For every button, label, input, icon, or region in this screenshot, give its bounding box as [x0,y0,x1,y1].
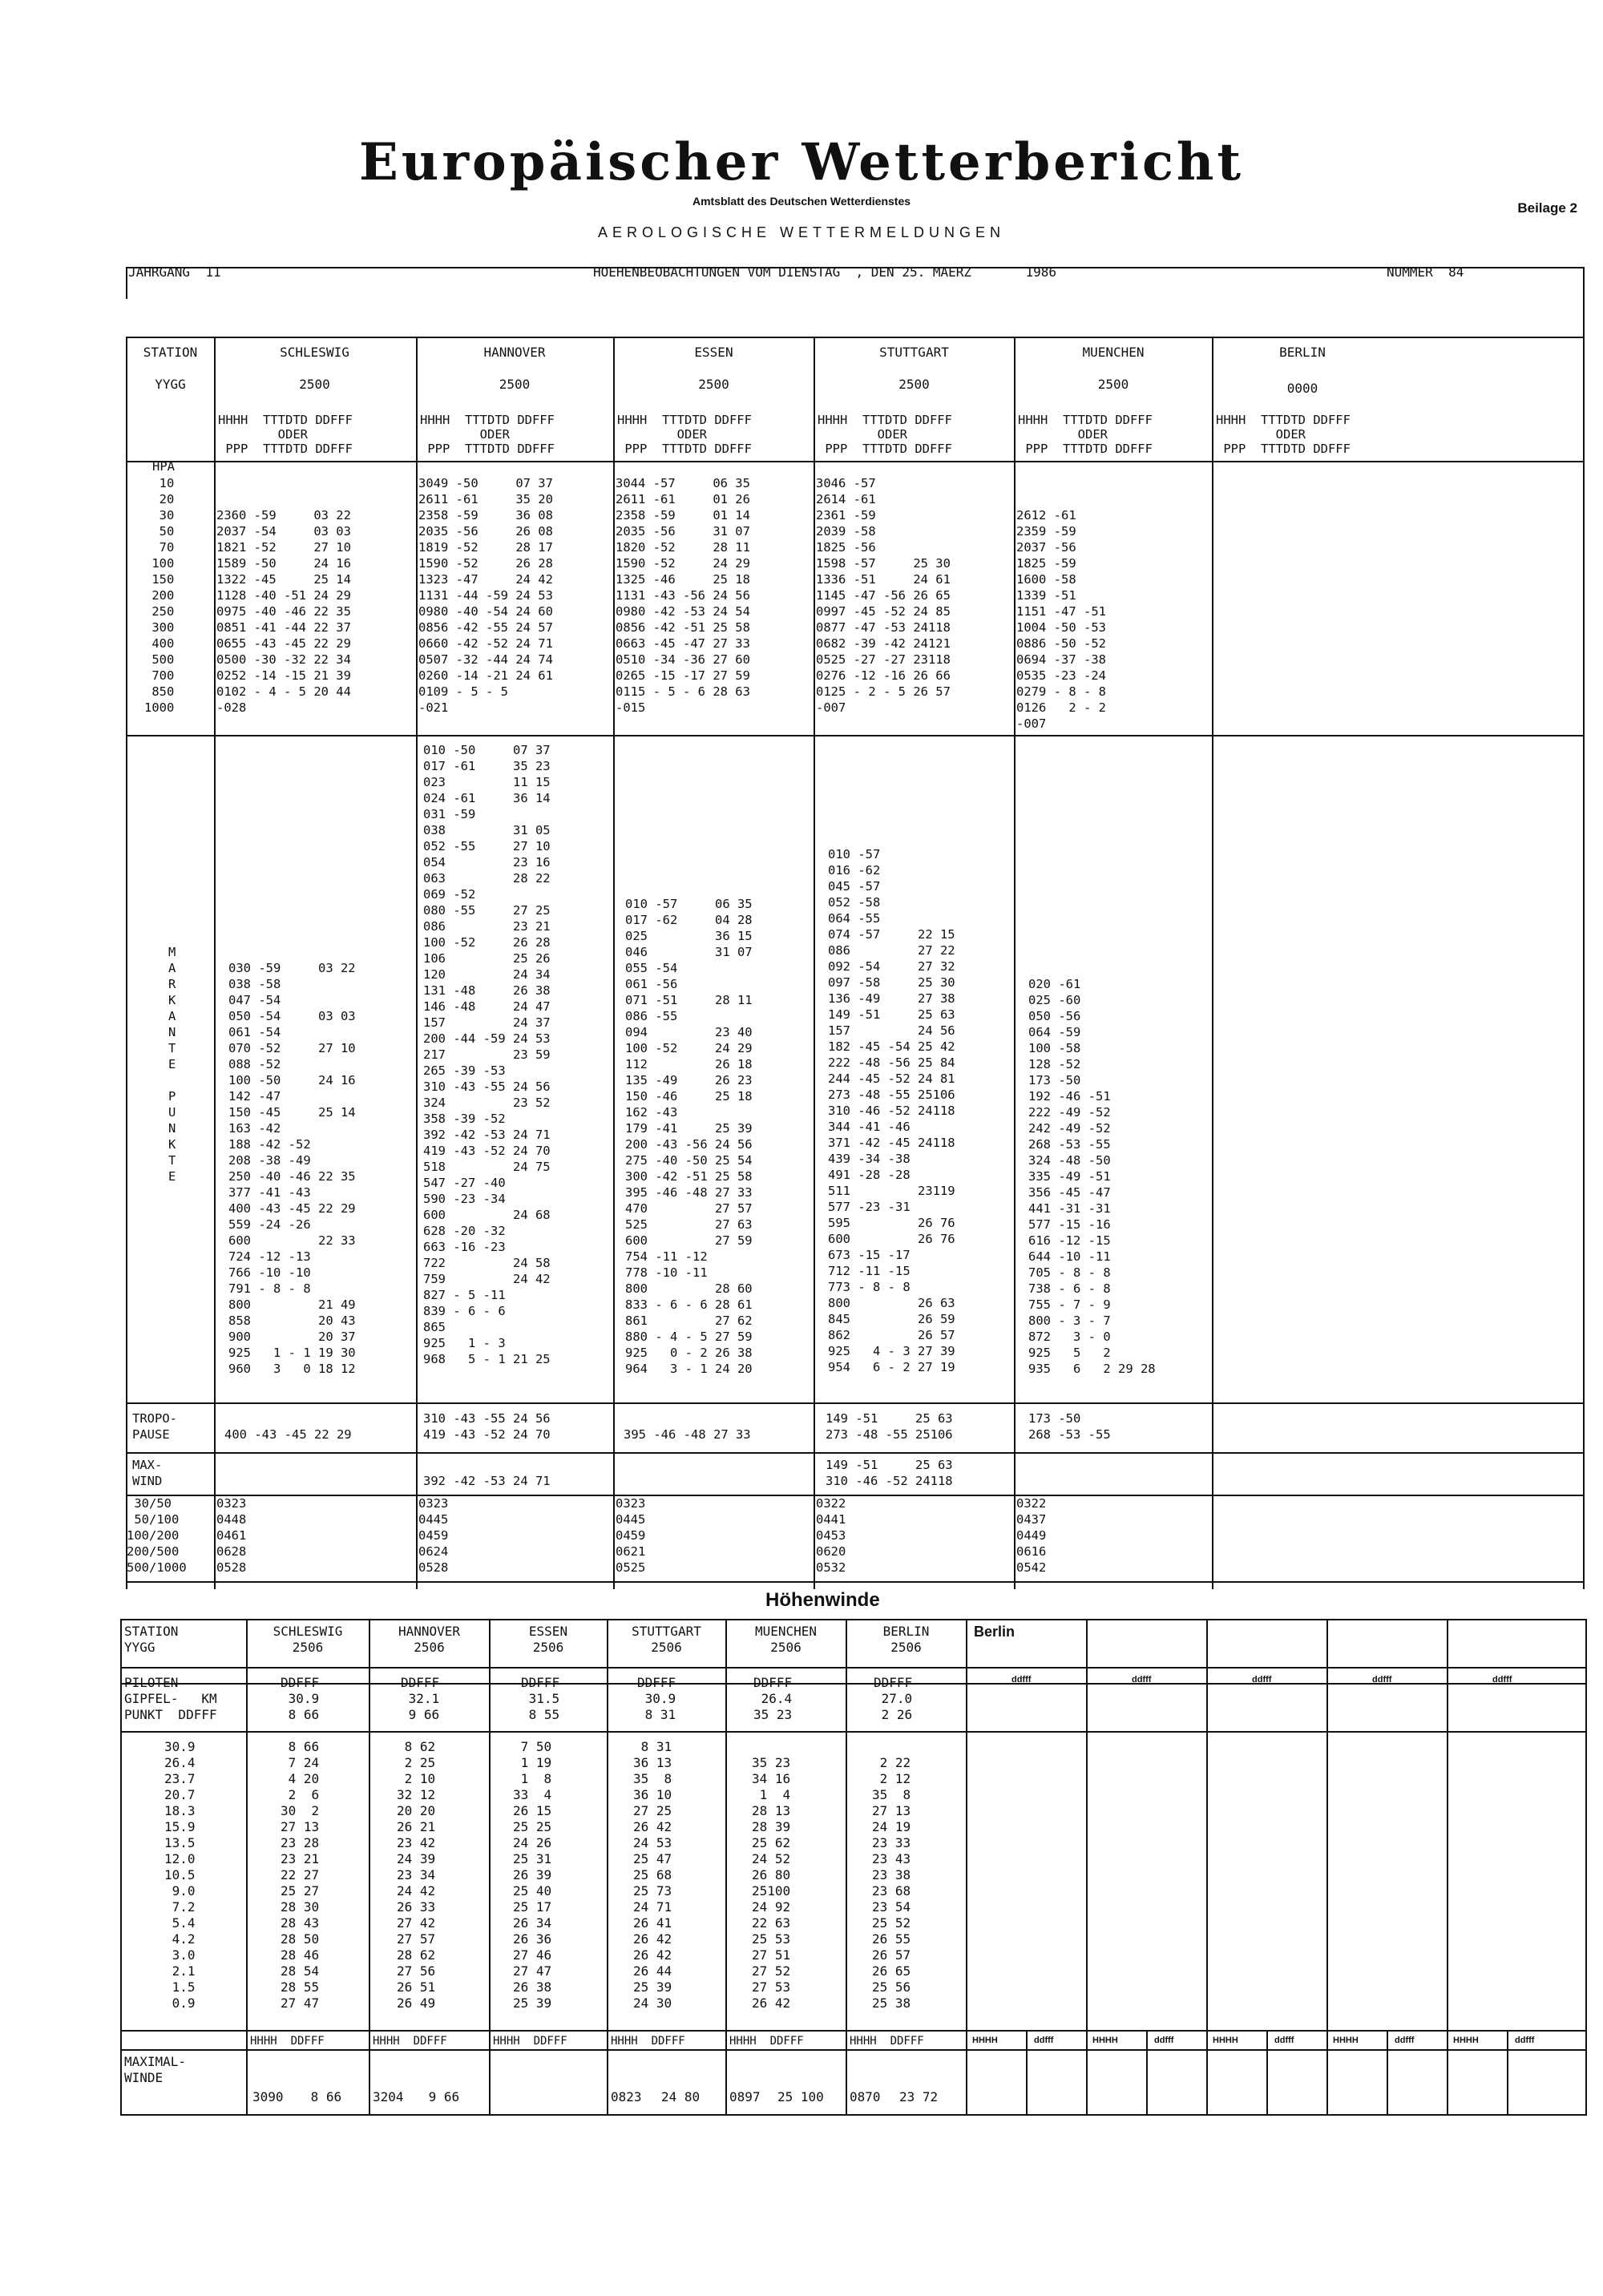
tropo-bottom-rule [126,1452,1585,1454]
column-heading: HHHH TTTDTD DDFFF ODER PPP TTTDTD DDFFF [1216,413,1351,456]
max-head-small: HHHH [1213,2036,1238,2045]
station-name: ESSEN [694,345,733,360]
station-yygg: 2500 [898,377,930,392]
hw-station-yygg: 2506 [292,1640,324,1655]
yygg-label: YYGG [155,377,186,392]
max-head: HHHH DDFFF [373,2035,447,2048]
max-height: 0870 [850,2089,881,2104]
markante-hannover: 010 -50 07 37 017 -61 35 23 023 11 15 024 -61 36 14 031 -59 038 31 05 052 -55 27 10 054 23 16 063 28 22 069 -52 080 -55 27 25 086 23 21 100 -52 26 28 106 25 26 120 24 34 131 -48 26 38 146 -48 24 47 157 24 37 200 -44 -59 24 53 217 23 59 265 -39 -53 310 -43 -55 24 56 324 23 52 358 -39 -52 392 -42 -53 24 71 419 -43 -52 24 70 518 24 75 547 -27 -40 590 -23 -34 600 24 68 628 -20 -32 663 -16 -23 722 24 58 759 24 42 827 - 5 -11 839 - 6 - 6 865 925 1 - 3 968 5 - 1 21 25 [423,743,551,1366]
hw-col-rule [1206,1619,1208,2116]
max-head: HHHH DDFFF [493,2035,567,2048]
station-name: SCHLESWIG [280,345,349,360]
hw-station-yygg: 2506 [770,1640,802,1655]
hw-col-rule [846,1619,847,2116]
max-head-small: ddfff [1034,2036,1054,2045]
column-rule [1014,337,1016,1589]
max-head-small: HHHH [1453,2036,1479,2045]
max-head: HHHH DDFFF [250,2035,325,2048]
tropo-stuttgart: 149 -51 25 63 273 -48 -55 25106 [826,1411,953,1442]
piloten-hannover: DDFFF 32.1 9 66 [401,1675,440,1722]
max-wind: 9 66 [421,2089,460,2104]
markante-stuttgart: 010 -57 016 -62 045 -57 052 -58 064 -55 074 -57 22 15 086 27 22 092 -54 27 32 097 -58 25 30 136 -49 27 38 149 -51 25 63 157 24 56 182 -45 -54 25 42 222 -48 -56 25 84 244 -45 -52 24 81 273 -48 -55 25106 310 -46 -52 24118 344 -41 -46 371 -42 -45 24118 439 -34 -38 491 -28 -28 511 23119 577 -23 -31 595 26 76 600 26 76 673 -15 -17 712 -11 -15 773 - 8 - 8 800 26 63 845 26 59 862 26 57 925 4 - 3 27 39 954 6 - 2 27 19 [828,847,955,1374]
max-head: HHHH DDFFF [611,2035,685,2048]
maxwind-stuttgart: 149 -51 25 63 310 -46 -52 24118 [826,1458,953,1488]
maxwind-label: MAX- WIND [132,1458,163,1488]
layer-hannover: 0323 0445 0459 0624 0528 [418,1496,449,1575]
hw-station-name: STUTTGART [632,1624,701,1639]
hw-data-rule [120,2030,1587,2032]
markante-bottom-rule [126,1402,1585,1404]
hw-col-rule [725,1619,727,2116]
hw-bottom-rule [120,2114,1587,2116]
max-head-small: ddfff [1395,2036,1415,2045]
station-name: BERLIN [1279,345,1326,360]
station-yygg: 2500 [698,377,729,392]
markante-muenchen: 020 -61 025 -60 050 -56 064 -59 100 -58 128 -52 173 -50 192 -46 -51 222 -49 -52 242 -49 -52 268 -53 -55 324 -48 -50 335 -49 -51 356 -45 -47 441 -31 -31 577 -15 -16 616 -12 -15 644 -10 -11 705 - 8 - 8 738 - 6 - 8 755 - 7 - 9 800 - 3 - 7 872 3 - 0 925 5 2 935 6 2 29 28 [1028,977,1156,1376]
station-yygg: 2500 [499,377,531,392]
hw-right-border [1585,1619,1587,2116]
tropopause-label: TROPO- PAUSE [132,1411,177,1442]
hw-col-rule [369,1619,370,2116]
jahrgang: JAHRGANG 11 [128,264,221,280]
table-bottom-rule [126,1581,1585,1583]
max-head: HHHH DDFFF [729,2035,804,2048]
layer-labels: 30/50 50/100 100/200 200/500 500/1000 [127,1496,187,1575]
std-levels-hannover: 3049 -50 07 37 2611 -61 35 20 2358 -59 36 08 2035 -56 26 08 1819 -52 28 17 1590 -52 26 28 1323 -47 24 42 1131 -44 -59 24 53 0980 -40 -54 24 60 0856 -42 -55 24 57 0660 -42 -52 24 71 0507 -32 -44 24 74 0260 -14 -21 24 61 0109 - 5 - 5 -021 [418,476,553,715]
max-head: HHHH DDFFF [850,2035,924,2048]
hw-station-yygg: 2506 [651,1640,682,1655]
layer-schleswig: 0323 0448 0461 0628 0528 [216,1496,247,1575]
observation-date: HOEHENBEOBACHTUNGEN VOM DIENSTAG , DEN 25. MAERZ 1986 [593,264,1056,280]
hw-station-yygg: 2506 [414,1640,445,1655]
std-levels-muenchen: 2612 -61 2359 -59 2037 -56 1825 -59 1600 -58 1339 -51 1151 -47 -51 1004 -50 -53 0886 -50 -52 0694 -37 -38 0535 -23 -24 0279 - 8 - 8 0126 2 - 2 -007 [1016,508,1106,731]
hw-col-rule [1266,2030,1268,2114]
maximal-winde-label: MAXIMAL- WINDE [124,2054,187,2085]
hw-maxhead-rule [120,2049,1587,2051]
std-bottom-rule [126,735,1585,736]
hw-station-name: MUENCHEN [754,1624,818,1639]
markante-essen: 010 -57 06 35 017 -62 04 28 025 36 15 046 31 07 055 -54 061 -56 071 -51 28 11 086 -55 094 23 40 100 -52 24 29 112 26 18 135 -49 26 23 150 -46 25 18 162 -43 179 -41 25 39 200 -43 -56 24 56 275 -40 -50 25 54 300 -42 -51 25 58 395 -46 -48 27 33 470 27 57 525 27 63 600 27 59 754 -11 -12 778 -10 -11 800 28 60 833 - 6 - 6 28 61 861 27 62 880 - 4 - 5 27 59 925 0 - 2 26 38 964 3 - 1 24 20 [625,897,753,1376]
max-head-small: HHHH [1333,2036,1359,2045]
max-head-small: HHHH [1092,2036,1118,2045]
column-heading: HHHH TTTDTD DDFFF ODER PPP TTTDTD DDFFF [617,413,752,456]
markante-schleswig: 030 -59 03 22 038 -58 047 -54 050 -54 03 03 061 -54 070 -52 27 10 088 -52 100 -50 24 16 142 -47 150 -45 25 14 163 -42 188 -42 -52 208 -38 -49 250 -40 -46 22 35 377 -41 -43 400 -43 -45 22 29 559 -24 -26 600 22 33 724 -12 -13 766 -10 -10 791 - 8 - 8 800 21 49 858 20 43 900 20 37 925 1 - 1 19 30 960 3 0 18 12 [228,961,356,1376]
hw-station-name: ESSEN [528,1624,568,1639]
page-title: Europäischer Wetterbericht [359,132,1244,192]
column-heading: HHHH TTTDTD DDFFF ODER PPP TTTDTD DDFFF [1018,413,1153,456]
column-rule [416,337,418,1589]
piloten-schleswig: DDFFF 30.9 8 66 [281,1675,320,1722]
max-head-small: ddfff [1515,2036,1535,2045]
hoehenwinde-title: Höhenwinde [765,1589,880,1611]
issue-number: NUMMER 84 [1387,264,1464,280]
hpa-label: HPA [152,459,175,474]
hw-col-rule [1086,1619,1088,2116]
left-tick [126,267,127,299]
page-subtitle: Amtsblatt des Deutschen Wetterdienstes [692,195,911,208]
hw-left-border [120,1619,122,2116]
max-wind: 24 80 [661,2089,701,2104]
station-label: STATION [143,345,198,360]
hw-station-name: BERLIN [882,1624,930,1639]
column-heading: HHHH TTTDTD DDFFF ODER PPP TTTDTD DDFFF [420,413,555,456]
tropo-essen: 395 -46 -48 27 33 [624,1427,751,1442]
max-height: 0823 [611,2089,642,2104]
max-wind: 25 100 [777,2089,824,2104]
station-name: MUENCHEN [1082,345,1145,360]
maxwind-bottom-rule [126,1495,1585,1496]
max-height: 3090 [252,2089,284,2104]
column-heading: HHHH TTTDTD DDFFF ODER PPP TTTDTD DDFFF [218,413,353,456]
hw-station-yygg: 2506 [890,1640,922,1655]
std-levels-stuttgart: 3046 -57 2614 -61 2361 -59 2039 -58 1825 -56 1598 -57 25 30 1336 -51 24 61 1145 -47 -56 26 65 0997 -45 -52 24 85 0877 -47 -53 24118 0682 -39 -42 24121 0525 -27 -27 23118 0276 -12 -16 26 66 0125 - 2 - 5 26 57 -007 [816,476,951,715]
maxwind-hannover: 392 -42 -53 24 71 [423,1474,551,1488]
label-column-rule [214,337,216,1589]
hw-station-yygg: 2506 [532,1640,564,1655]
max-wind: 8 66 [303,2089,342,2104]
ddfff-label: ddfff [1372,1675,1392,1685]
ddfff-label: ddfff [1492,1675,1512,1685]
piloten-berlin: DDFFF 27.0 2 26 [874,1675,913,1722]
hw-station-rule [120,1667,1587,1669]
hw-col-rule [1146,2030,1148,2114]
hw-station-rule-2 [120,1683,1587,1685]
hw-station-label: STATION YYGG [124,1624,179,1655]
hw-piloten-rule [120,1731,1587,1733]
ddfff-label: ddfff [1011,1675,1032,1685]
piloten-essen: DDFFF 31.5 8 55 [521,1675,560,1722]
station-yygg: 2500 [299,377,330,392]
winds-schleswig: 8 66 7 24 4 20 2 6 30 2 27 13 23 28 23 21 22 27 25 27 28 30 28 43 28 50 28 46 28 54 28 55 27 47 [281,1739,320,2011]
layer-stuttgart: 0322 0441 0453 0620 0532 [816,1496,846,1575]
station-yygg: 2500 [1097,377,1129,392]
ddfff-label: ddfff [1132,1675,1152,1685]
winds-stuttgart: 8 31 36 13 35 8 36 10 27 25 26 42 24 53 25 47 25 68 25 73 24 71 26 41 26 42 26 42 26 44 25 39 24 30 [633,1739,672,2011]
hw-berlin-label: Berlin [974,1624,1016,1640]
piloten-muenchen: DDFFF 26.4 35 23 [753,1675,793,1722]
winds-hannover: 8 62 2 25 2 10 32 12 20 20 26 21 23 42 24 39 23 34 24 42 26 33 27 42 27 57 28 62 27 56 26 51 26 49 [397,1739,436,2011]
std-levels-schleswig: 2360 -59 03 22 2037 -54 03 03 1821 -52 27 10 1589 -50 24 16 1322 -45 25 14 1128 -40 -51 24 29 0975 -40 -46 22 35 0851 -41 -44 22 37 0655 -43 -45 22 29 0500 -30 -32 22 34 0252 -14 -15 21 39 0102 - 4 - 5 20 44 -028 [216,508,351,715]
table-top-rule [126,337,1585,338]
column-rule [1212,337,1213,1589]
hw-station-name: HANNOVER [398,1624,461,1639]
winds-berlin: 2 22 2 12 35 8 27 13 24 19 23 33 23 43 23 38 23 68 23 54 25 52 26 55 26 57 26 65 25 56 25 38 [872,1755,911,2011]
station-name: STUTTGART [879,345,949,360]
markante-punkte-label: M A R K A N T E P U N K T E [168,945,176,1184]
hw-col-rule [607,1619,608,2116]
head-bottom-rule [126,461,1585,462]
table-left-border [126,337,127,1589]
column-rule [613,337,615,1589]
tropo-muenchen: 173 -50 268 -53 -55 [1028,1411,1111,1442]
hw-col-rule [1447,1619,1448,2116]
winds-muenchen: 35 23 34 16 1 4 28 13 28 39 25 62 24 52 26 80 25100 24 92 22 63 25 53 27 51 27 52 27 53 26 42 [752,1755,791,2011]
tropo-hannover: 310 -43 -55 24 56 419 -43 -52 24 70 [423,1411,551,1442]
beilage-label: Beilage 2 [1517,200,1577,216]
hw-col-rule [1326,1619,1328,2116]
max-head-small: ddfff [1274,2036,1294,2045]
station-yygg: 0000 [1286,381,1318,396]
max-height: 0897 [729,2089,761,2104]
station-name: HANNOVER [483,345,546,360]
max-head-small: HHHH [972,2036,998,2045]
hw-col-rule [1387,2030,1388,2114]
km-levels: 30.9 26.4 23.7 20.7 18.3 15.9 13.5 12.0 10.5 9.0 7.2 5.4 4.2 3.0 2.1 1.5 0.9 [164,1739,196,2011]
hw-top-rule [120,1619,1587,1620]
layer-muenchen: 0322 0437 0449 0616 0542 [1016,1496,1047,1575]
ddfff-label: ddfff [1252,1675,1272,1685]
max-head-small: ddfff [1154,2036,1174,2045]
piloten-label: PILOTEN GIPFEL- KM PUNKT DDFFF [124,1675,217,1722]
section-title: AEROLOGISCHE WETTERMELDUNGEN [597,224,1006,240]
hw-col-rule [966,1619,967,2116]
piloten-stuttgart: DDFFF 30.9 8 31 [637,1675,676,1722]
layer-essen: 0323 0445 0459 0621 0525 [616,1496,646,1575]
winds-essen: 7 50 1 19 1 8 33 4 26 15 25 25 24 26 25 31 26 39 25 40 25 17 26 34 26 36 27 46 27 47 26 38 25 39 [513,1739,552,2011]
hw-col-rule [246,1619,248,2116]
column-heading: HHHH TTTDTD DDFFF ODER PPP TTTDTD DDFFF [818,413,952,456]
right-border [1583,267,1585,1589]
max-wind: 23 72 [899,2089,939,2104]
hw-col-rule [1507,2030,1508,2114]
tropo-schleswig: 400 -43 -45 22 29 [224,1427,352,1442]
hw-station-name: SCHLESWIG [273,1624,343,1639]
column-rule [814,337,815,1589]
hpa-levels: 10 20 30 50 70 100 150 200 250 300 400 500 700 850 1000 [144,476,175,715]
std-levels-essen: 3044 -57 06 35 2611 -61 01 26 2358 -59 01 14 2035 -56 31 07 1820 -52 28 11 1590 -52 24 29 1325 -46 25 18 1131 -43 -56 24 56 0980 -42 -53 24 54 0856 -42 -51 25 58 0663 -45 -47 27 33 0510 -34 -36 27 60 0265 -15 -17 27 59 0115 - 5 - 6 28 63 -015 [616,476,750,715]
hw-col-rule [489,1619,491,2116]
hw-col-rule [1026,2030,1028,2114]
max-height: 3204 [373,2089,404,2104]
